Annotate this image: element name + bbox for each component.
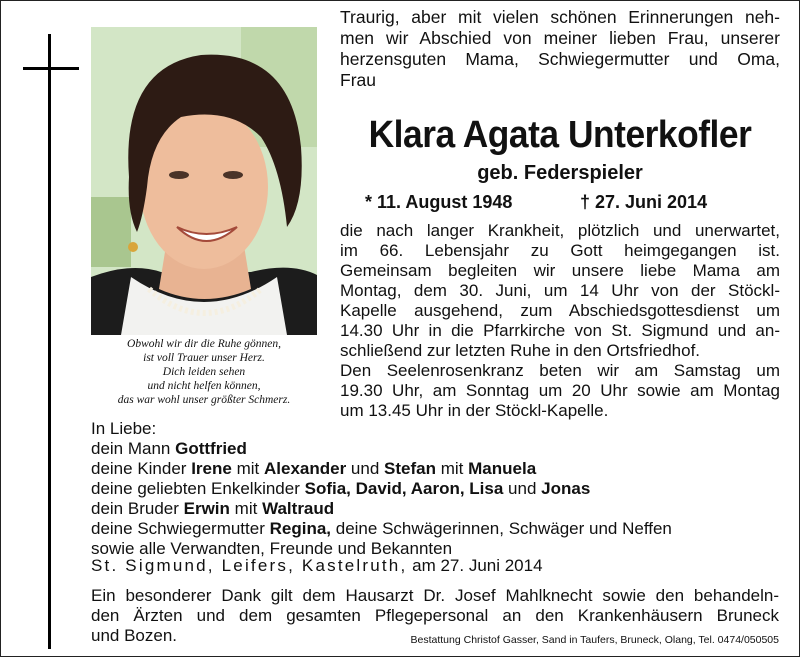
body-line: im 66. Lebensjahr zu Gott heimgegangen ist. [340, 241, 780, 260]
body-line: Gemeinsam begleiten wir unsere liebe Mama am [340, 261, 780, 280]
cross-icon-horizontal [23, 67, 79, 70]
family-label: deine geliebten Enkelkinder [91, 479, 300, 498]
family-label: dein Bruder [91, 499, 179, 518]
quote-line: und nicht helfen können, [147, 380, 261, 392]
family-line-brother [91, 499, 334, 519]
portrait-illustration [91, 27, 317, 335]
family-line-in-laws [91, 519, 672, 539]
family-name: Manuela [468, 459, 537, 478]
family-name: Jonas [541, 479, 591, 498]
family-line-children [91, 459, 536, 479]
family-connector: und [508, 479, 537, 498]
birth-date: * 11. August 1948 [365, 192, 513, 212]
body-line: Montag, dem 30. Juni, um 14 Uhr von der Stöckl- [340, 281, 780, 300]
family-line-grandchildren [91, 479, 590, 499]
family-name: Waltraud [262, 499, 335, 518]
family-name: Regina, [269, 519, 332, 538]
thanks-line: Ein besonderer Dank gilt dem Hausarzt Dr. Josef Mahlknecht sowie den behandeln- [91, 586, 779, 605]
portrait-photo [91, 27, 317, 335]
family-line-husband [91, 439, 247, 459]
family-connector: mit [234, 499, 258, 518]
quote-line: ist voll Trauer unser Herz. [143, 352, 265, 364]
funeral-home-credit: Bestattung Christof Gasser, Sand in Taufers, Bruneck, Olang, Tel. 0474/050505 [410, 634, 779, 646]
family-name: Stefan [384, 459, 436, 478]
places: St. Sigmund, Leifers, Kastelruth, [91, 556, 408, 575]
family-connector: mit [440, 459, 464, 478]
cross-icon-vertical [48, 34, 51, 649]
thanks-line: und Bozen. [91, 626, 178, 645]
body-line: Kapelle ausgehend, zum Abschiedsgottesdienst um [340, 301, 780, 320]
thanks-line: den Ärzten und dem gesamten Pflegepersonal an den Krankenhäusern Bruneck [91, 606, 779, 625]
family-name: Sofia, David, Aaron, Lisa [304, 479, 504, 498]
body-line: die nach langer Krankheit, plötzlich und unerwartet, [340, 221, 780, 240]
family-name: Erwin [183, 499, 230, 518]
family-name: Irene [191, 459, 232, 478]
family-label: deine Schwiegermutter [91, 519, 265, 538]
family-label: dein Mann [91, 439, 171, 458]
family-connector: mit [236, 459, 260, 478]
quote-line: Obwohl wir dir die Ruhe gönnen, [127, 338, 281, 350]
family-name: Gottfried [175, 439, 247, 458]
family-line-relatives: sowie alle Verwandten, Freunde und Bekannten [91, 539, 453, 558]
death-date: † 27. Juni 2014 [580, 192, 708, 212]
birth-name: geb. Federspieler [477, 162, 643, 184]
family-name: Alexander [263, 459, 347, 478]
body-line: 14.30 Uhr in die Pfarrkirche von St. Sigmund und an- [340, 321, 780, 340]
family-label: deine Kinder [91, 459, 187, 478]
family-connector: und [350, 459, 380, 478]
quote-line: Dich leiden sehen [162, 366, 246, 378]
deceased-name: Klara Agata Unterkofler [368, 114, 752, 156]
notice-date: am 27. Juni 2014 [412, 556, 543, 575]
quote-line: das war wohl unser größter Schmerz. [117, 394, 291, 406]
intro-line: herzensguten Mama, Schwiegermutter und Oma, [340, 49, 780, 69]
place-date-line [91, 556, 543, 576]
intro-line: Frau [340, 70, 376, 90]
family-heading: In Liebe: [91, 419, 157, 438]
body-line: schließend zur letzten Ruhe in den Ortsfriedhof. [340, 341, 701, 360]
family-label: deine Schwägerinnen, Schwäger und Neffen [335, 519, 672, 538]
body-line: um 13.45 Uhr in der Stöckl-Kapelle. [340, 401, 609, 420]
intro-line: Traurig, aber mit vielen schönen Erinnerungen neh- [340, 7, 780, 27]
body-line: Den Seelenrosenkranz beten wir am Samstag um [340, 361, 780, 380]
intro-line: men wir Abschied von meiner lieben Frau, unserer [340, 28, 780, 48]
body-line: 19.30 Uhr, am Sonntag um 20 Uhr sowie am Montag [340, 381, 780, 400]
